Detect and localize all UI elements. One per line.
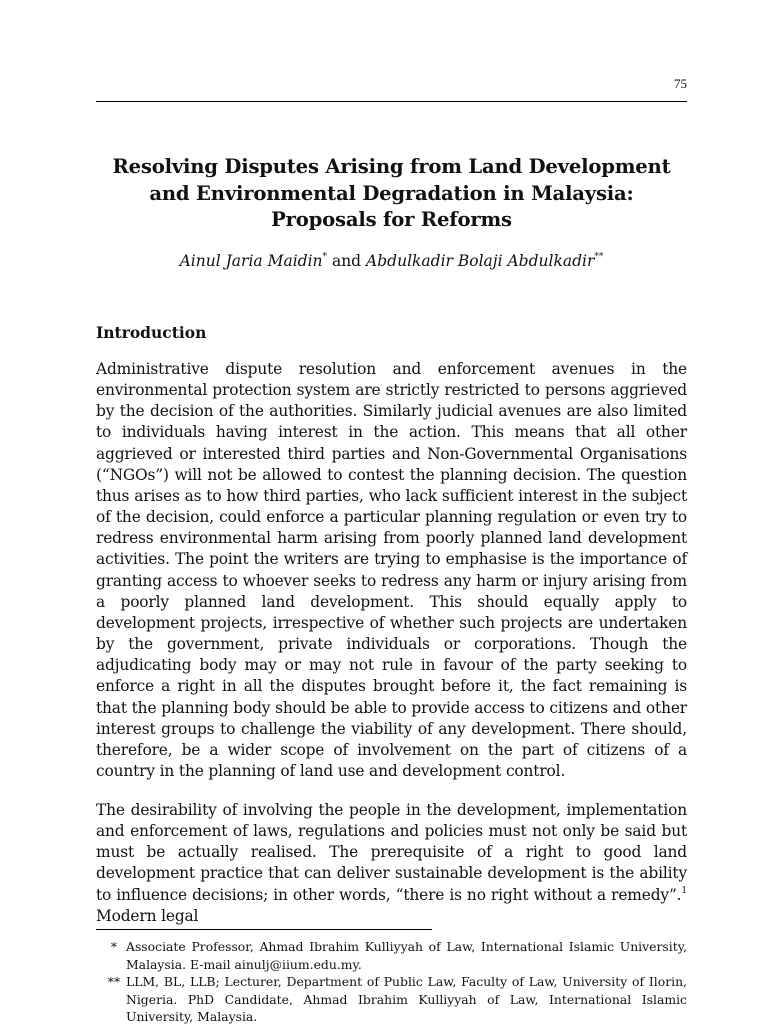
body-paragraph-2 <box>96 800 687 927</box>
footnote-1-mark: * <box>110 939 118 954</box>
footnote-2-text: LLM, BL, LLB; Lecturer, Department of Public Law, Faculty of Law, University of Ilorin, Nigeria. PhD Candidate, Ahmad Ibrahim Kulliyyah of Law, International Islamic University, Malaysia. <box>126 974 687 1025</box>
author-1: Ainul Jaria Maidin <box>179 252 323 270</box>
body-paragraph-1: Administrative dispute resolution and enforcement avenues in the environmental protection system are strictly restricted to persons aggrieved by the decision of the authorities. Similarly judicial avenues are also limited to individuals having interest in the action. This means that all other aggrieved or interested third parties and Non-Governmental Organisations (“NGOs”) will not be allowed to contest the planning decision. The question thus arises as to how third parties, who lack sufficient interest in the subject of the decision, could enforce a particular planning regulation or even try to redress environmental harm arising from poorly planned land development activities. The point the writers are trying to emphasise is the importance of granting access to whoever seeks to redress any harm or injury arising from a poorly planned land development. This should equally apply to development projects, irrespective of whether such projects are undertaken by the government, private individuals or corporations. Though the adjudicating body may or may not rule in favour of the party seeking to enforce a right in all the disputes brought before it, the fact remaining is that the planning body should be able to provide access to citizens and other interest groups to challenge the viability of any development. There should, therefore, be a wider scope of involvement on the part of citizens of a country in the planning of land use and development control. <box>96 360 687 780</box>
author-1-footnote-mark: * <box>322 252 328 262</box>
footnote-1 <box>96 938 687 973</box>
title-line-3: Proposals for Reforms <box>271 208 512 231</box>
article-title <box>96 154 687 234</box>
footnote-rule <box>96 929 432 930</box>
footnote-reference: 1 <box>681 885 687 896</box>
author-2: Abdulkadir Bolaji Abdulkadir <box>366 252 595 270</box>
title-line-2: and Environmental Degradation in Malaysia: <box>149 181 634 205</box>
paragraph-2-text: The desirability of involving the people in the development, implementation and enforcement of laws, regulations and policies must not only be said but must be actually realised. The prerequisite of a right to good land development practice that can deliver sustainable development is the ability to influence decisions; in other words, “there is no right without a remedy”. <box>96 801 687 904</box>
section-heading: Introduction <box>96 323 207 342</box>
paragraph-2-tail: Modern legal <box>96 906 199 925</box>
header-rule <box>96 101 687 102</box>
title-line-1: Resolving Disputes Arising from Land Development <box>112 155 671 178</box>
footnotes <box>96 938 687 1026</box>
footnote-1-text: Associate Professor, Ahmad Ibrahim Kulliyyah of Law, International Islamic University, Malaysia. E-mail ainulj@iium.edu.my. <box>126 939 687 972</box>
page-number: 75 <box>674 76 687 91</box>
footnote-2-mark: ** <box>107 974 121 990</box>
footnote-2 <box>96 973 687 1026</box>
author-line <box>96 250 687 272</box>
author-2-footnote-mark: ** <box>594 252 604 262</box>
author-connector: and <box>331 252 362 270</box>
